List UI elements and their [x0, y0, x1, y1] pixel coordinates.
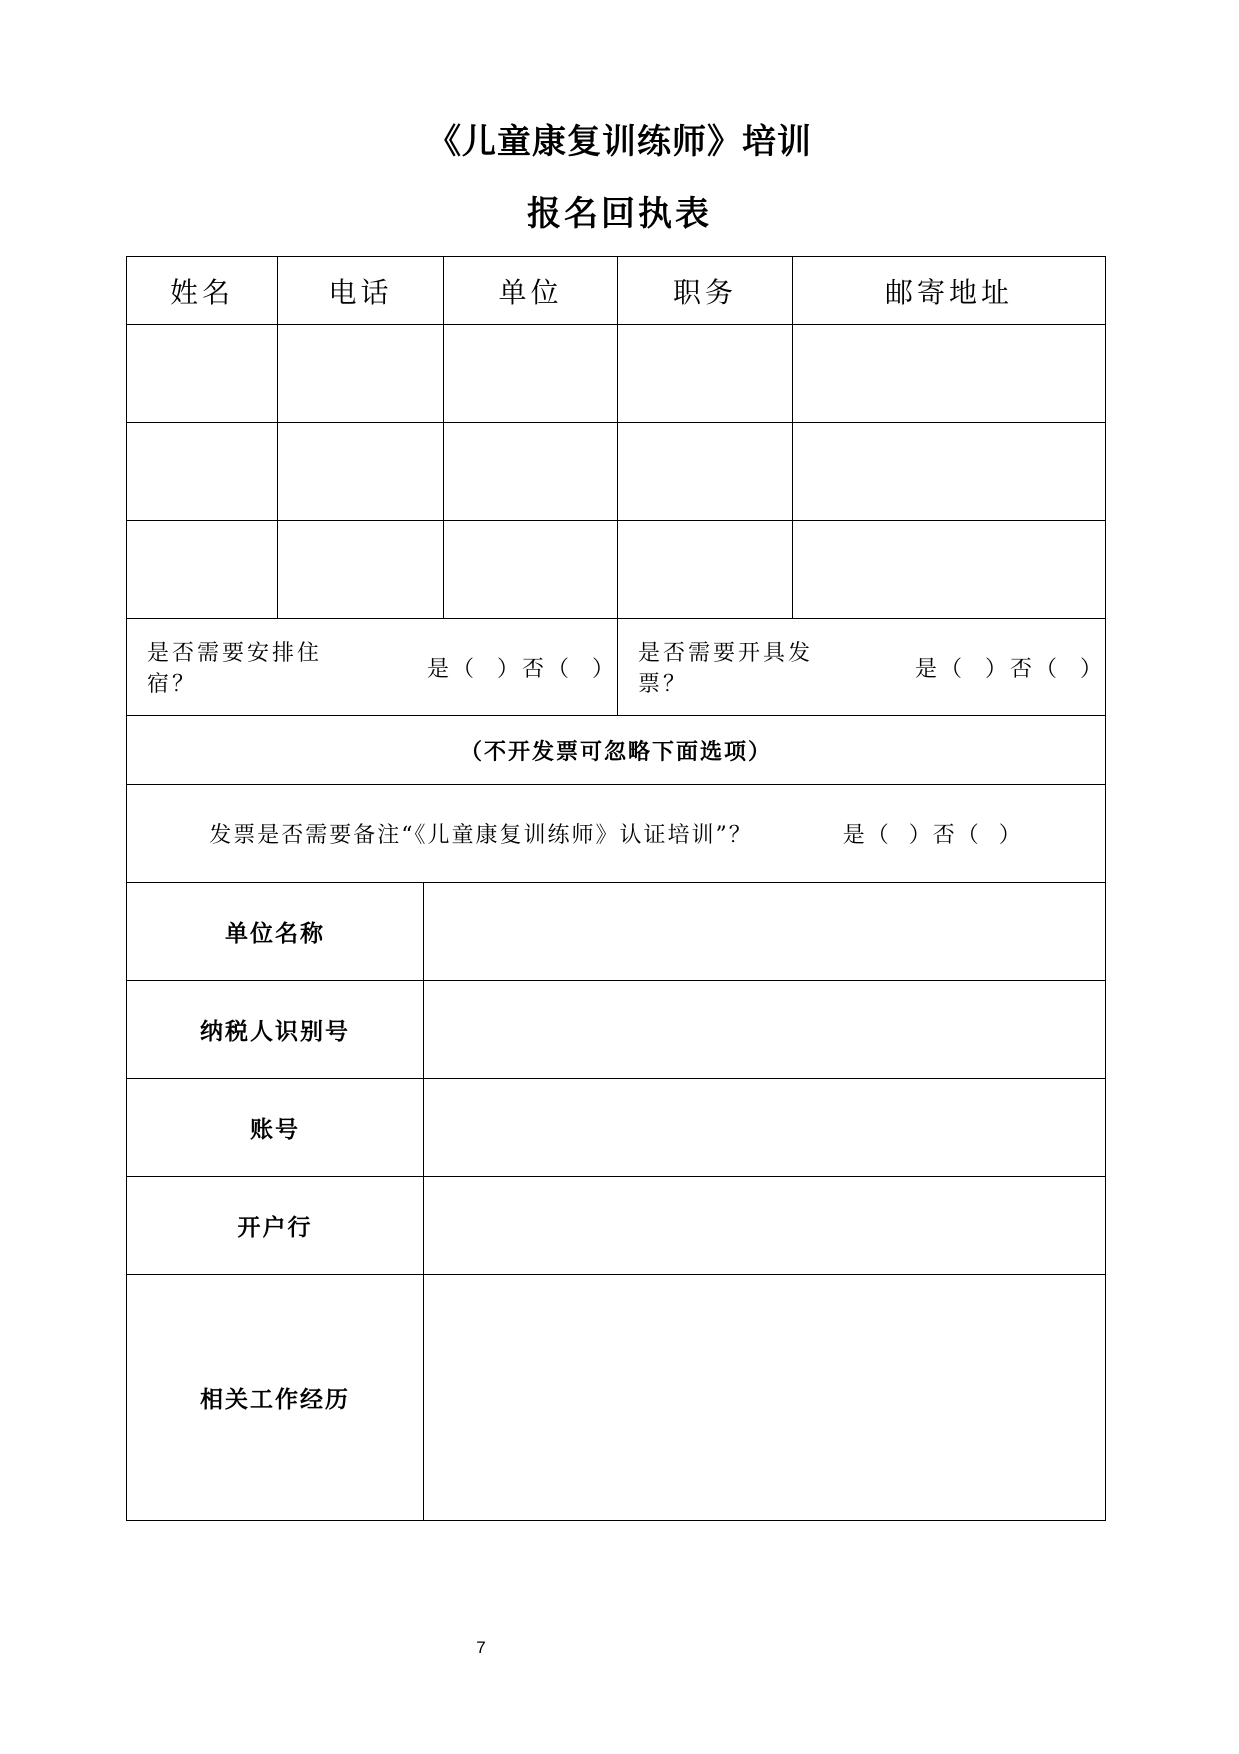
name-input-cell[interactable] [127, 521, 278, 618]
remark-row [127, 785, 1105, 883]
phone-input-cell[interactable] [278, 521, 444, 618]
document-subtitle: 报名回执表 [527, 194, 712, 234]
name-input-cell[interactable] [127, 423, 278, 520]
invoice-question-cell [618, 619, 1105, 715]
experience-row [127, 1275, 1105, 1520]
lodging-question: 是否需要安排住宿？ [147, 641, 323, 697]
company-name-label: 单位名称 [127, 883, 424, 980]
page-number: 7 [476, 1638, 486, 1657]
experience-input-cell[interactable] [424, 1275, 1105, 1520]
position-input-cell[interactable] [618, 423, 793, 520]
phone-input-cell[interactable] [278, 325, 444, 422]
lodging-options[interactable]: 是（ ）否（ ） [427, 656, 617, 682]
header-position: 职务 [618, 257, 793, 324]
header-name: 姓名 [127, 257, 278, 324]
position-input-cell[interactable] [618, 521, 793, 618]
registration-form-table [126, 256, 1106, 1521]
bank-input-cell[interactable] [424, 1177, 1105, 1274]
address-input-cell[interactable] [793, 521, 1105, 618]
lodging-question-cell [127, 619, 618, 715]
organization-input-cell[interactable] [444, 325, 618, 422]
invoice-field-row [127, 981, 1105, 1079]
tax-id-label: 纳税人识别号 [127, 981, 424, 1078]
account-number-input-cell[interactable] [424, 1079, 1105, 1176]
document-title: 《儿童康复训练师》培训 [427, 122, 812, 162]
organization-input-cell[interactable] [444, 521, 618, 618]
company-name-input-cell[interactable] [424, 883, 1105, 980]
invoice-field-row [127, 1079, 1105, 1177]
remark-question: 发票是否需要备注“《儿童康复训练师》认证培训”？ [209, 823, 753, 848]
table-header-row [127, 257, 1105, 325]
invoice-field-row [127, 883, 1105, 981]
invoice-note-row [127, 716, 1105, 785]
header-mailing-address: 邮寄地址 [884, 275, 1013, 309]
options-row [127, 619, 1105, 716]
table-row [127, 423, 1105, 521]
account-number-label: 账号 [127, 1079, 424, 1176]
header-phone: 电话 [278, 257, 444, 324]
invoice-question: 是否需要开具发票？ [638, 641, 814, 697]
invoice-field-row [127, 1177, 1105, 1275]
tax-id-input-cell[interactable] [424, 981, 1105, 1078]
address-input-cell[interactable] [793, 325, 1105, 422]
address-input-cell[interactable] [793, 423, 1105, 520]
remark-options[interactable]: 是（ ）否（ ） [842, 823, 1023, 848]
phone-input-cell[interactable] [278, 423, 444, 520]
invoice-note: （不开发票可忽略下面选项） [459, 738, 772, 765]
bank-label: 开户行 [127, 1177, 424, 1274]
organization-input-cell[interactable] [444, 423, 618, 520]
table-row [127, 325, 1105, 423]
table-row [127, 521, 1105, 619]
experience-label: 相关工作经历 [127, 1275, 424, 1520]
header-organization: 单位 [444, 257, 618, 324]
name-input-cell[interactable] [127, 325, 278, 422]
invoice-options[interactable]: 是（ ）否（ ） [915, 656, 1105, 682]
remark-cell [127, 785, 1105, 882]
position-input-cell[interactable] [618, 325, 793, 422]
